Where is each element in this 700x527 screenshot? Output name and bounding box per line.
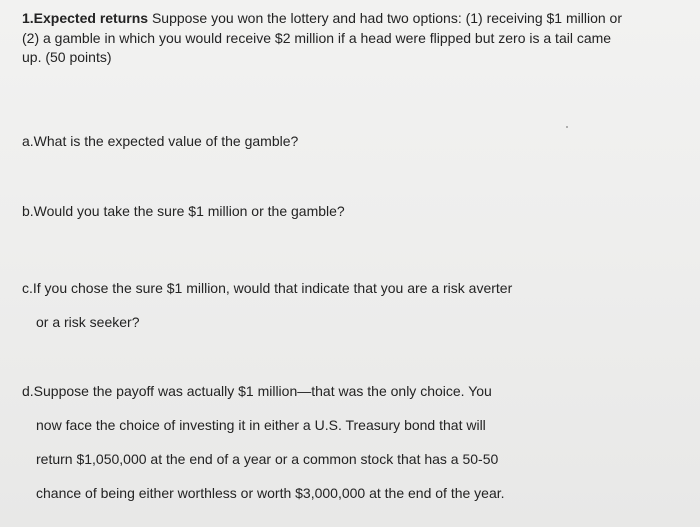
part-d-line-2: now face the choice of investing it in either a U.S. Treasury bond that will (36, 417, 486, 433)
part-c-line-1: c.If you chose the sure $1 million, would that indicate that you are a risk averter (22, 280, 513, 296)
part-d-line-3: return $1,050,000 at the end of a year or a common stock that has a 50-50 (36, 451, 499, 467)
part-d-line-1: d.Suppose the payoff was actually $1 million—that was the only choice. You (22, 383, 492, 399)
question-1-line-1 (22, 9, 692, 29)
question-part-b: b.Would you take the sure $1 million or the gamble? (22, 203, 345, 219)
part-d-line-4: chance of being either worthless or worth $3,000,000 at the end of the year. (36, 485, 505, 501)
question-1-line-3: up. (50 points) (22, 49, 112, 65)
question-part-c (22, 271, 672, 339)
question-1-line-2: (2) a gamble in which you would receive $2 million if a head were flipped but zero is a tail came (22, 29, 612, 46)
speck-mark (566, 126, 568, 128)
question-part-d (22, 374, 672, 510)
question-1-text: Suppose you won the lottery and had two options: (1) receiving $1 million or (148, 10, 622, 26)
question-1-title: 1.Expected returns (22, 10, 149, 26)
question-1 (22, 9, 692, 68)
part-c-line-2: or a risk seeker? (36, 314, 140, 330)
question-part-a: a.What is the expected value of the gamble? (22, 133, 299, 149)
